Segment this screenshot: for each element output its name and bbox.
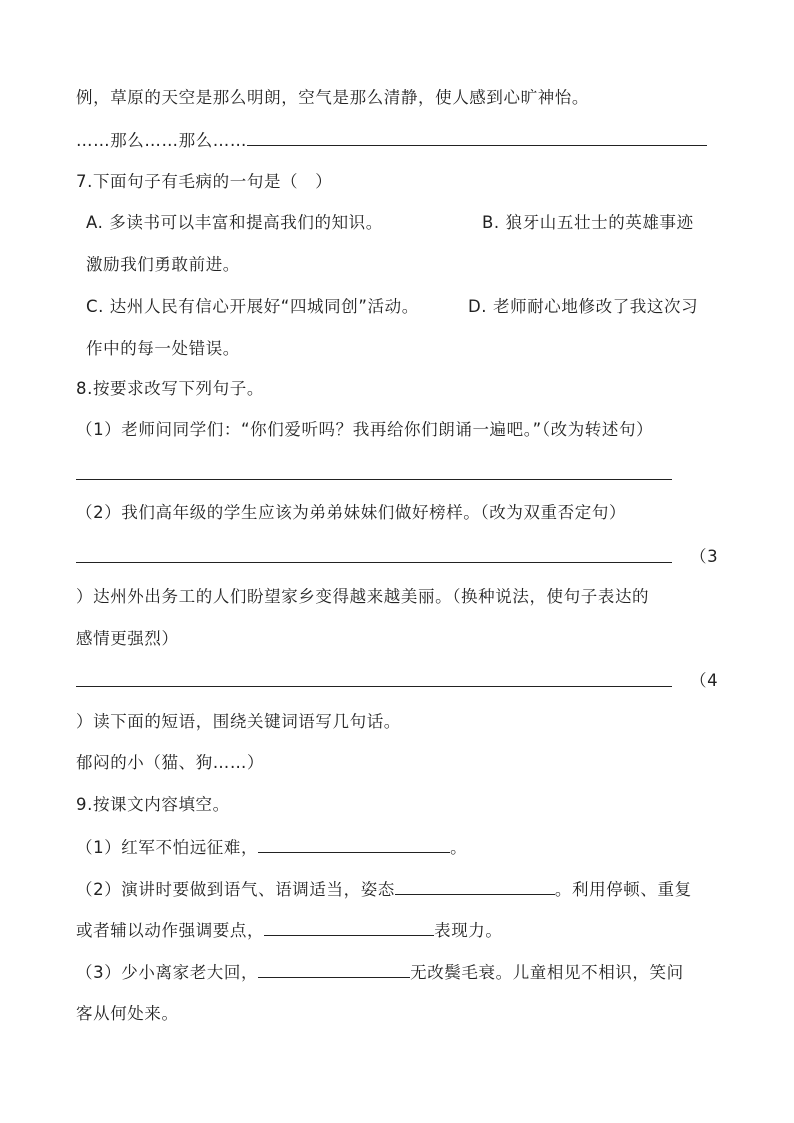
question-8-1: （1）老师问同学们：“你们爱听吗？我再给你们朗诵一遍吧。”（改为转述句）: [76, 420, 654, 439]
question-8-3: ）达州外出务工的人们盼望家乡变得越来越美丽。（换种说法，使句子表达的: [76, 587, 650, 606]
question-9-2: [76, 877, 692, 902]
text-line: 例，草原的天空是那么明朗，空气是那么清静，使人感到心旷神怡。: [76, 88, 589, 107]
question-8-4-number: （4: [690, 671, 719, 690]
question-9-title: 9.按课文内容填空。: [76, 795, 230, 814]
text-line: 无改鬓毛衰。儿童相见不相识，笑问: [410, 963, 684, 982]
answer-blank[interactable]: [258, 835, 450, 853]
option-d-continued: 作中的每一处错误。: [86, 339, 240, 358]
answer-blank[interactable]: [264, 918, 434, 936]
question-8-3-number: （3: [690, 547, 719, 566]
question-8-title: 8.按要求改写下列句子。: [76, 379, 264, 398]
question-7-title: 7.下面句子有毛病的一句是（ ）: [76, 172, 333, 191]
question-8-3-continued: 感情更强烈）: [76, 629, 179, 648]
option-a: A. 多读书可以丰富和提高我们的知识。: [86, 213, 383, 232]
text-line: 或者辅以动作强调要点，: [76, 921, 265, 940]
question-8-4: ）读下面的短语，围绕关键词语写几句话。: [76, 712, 401, 731]
text-line: 。利用停顿、重复: [554, 880, 692, 899]
answer-line: [76, 128, 707, 153]
text-line: ……那么……那么……: [76, 131, 247, 150]
question-9-2-continued: [76, 918, 503, 943]
text-line: 表现力。: [434, 921, 503, 940]
option-d: D. 老师耐心地修改了我这次习: [468, 297, 699, 316]
question-9-1: [76, 835, 467, 860]
text-line: （2）演讲时要做到语气、语调适当，姿态: [76, 880, 395, 899]
answer-blank[interactable]: [247, 128, 707, 146]
answer-blank[interactable]: [258, 960, 410, 978]
question-8-4-phrase: 郁闷的小（猫、狗……）: [76, 753, 265, 772]
text-line: （1）红军不怕远征难，: [76, 838, 259, 857]
text-line: 。: [450, 838, 468, 857]
answer-blank[interactable]: [395, 877, 555, 895]
question-9-3: [76, 960, 684, 985]
question-8-2: （2）我们高年级的学生应该为弟弟妹妹们做好榜样。（改为双重否定句）: [76, 503, 627, 522]
option-b: B. 狼牙山五壮士的英雄事迹: [482, 213, 694, 232]
option-c: C. 达州人民有信心开展好“四城同创”活动。: [86, 297, 419, 316]
answer-blank[interactable]: [76, 479, 672, 480]
question-9-3-continued: 客从何处来。: [76, 1004, 179, 1023]
option-b-continued: 激励我们勇敢前进。: [86, 255, 240, 274]
answer-blank[interactable]: [76, 562, 672, 563]
text-line: （3）少小离家老大回，: [76, 963, 259, 982]
answer-blank[interactable]: [76, 686, 672, 687]
